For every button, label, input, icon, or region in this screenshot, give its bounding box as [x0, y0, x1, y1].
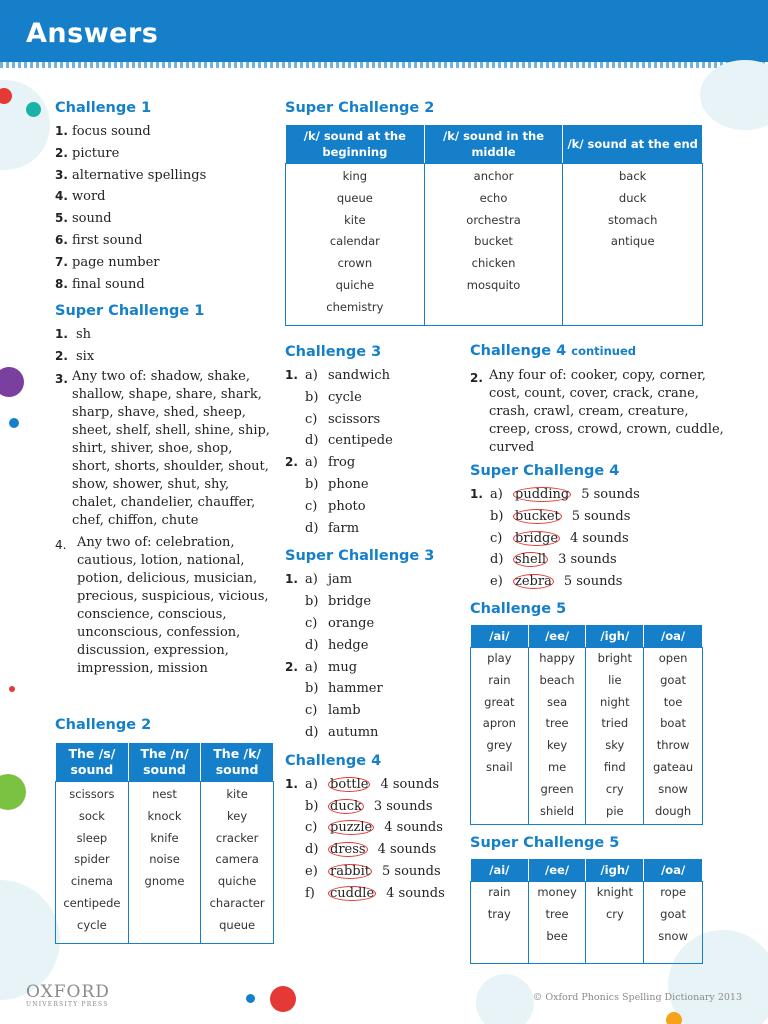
list-item: 1. a) bottle 4 sounds	[285, 776, 440, 792]
list-item: e) rabbit 5 sounds	[305, 863, 441, 879]
list-item: c) photo	[305, 498, 366, 514]
table-column: money tree bee	[528, 882, 586, 964]
list-item: 1. a) sandwich	[285, 368, 391, 383]
list-item: d) farm	[305, 520, 360, 536]
super5-title: Super Challenge 5	[470, 835, 620, 852]
list-item: e) zebra 5 sounds	[490, 574, 623, 590]
table-column: knight cry	[586, 882, 644, 964]
list-item: 5. sound	[55, 211, 112, 227]
circled-word: shell	[515, 552, 547, 568]
list-item: 4. Any two of: celebration, cautious, lotion, national, potion, delicious, musician, precious, suspicious, vicious, conscience, conscious, unconscious, confession, discussion, expression, impression, mission	[55, 534, 269, 676]
copyright-text: © Oxford Phonics Spelling Dictionary 2013	[532, 992, 742, 1003]
circled-word: bucket	[515, 508, 560, 524]
list-item: d) shell 3 sounds	[490, 552, 617, 568]
table-column: kite key cracker camera quiche character queue	[201, 782, 274, 944]
list-item: d) autumn	[305, 724, 379, 740]
list-item: 7. page number	[55, 254, 160, 270]
circled-word: pudding	[515, 487, 570, 502]
list-item: 1. sh	[55, 327, 92, 343]
table-column: back duck stomach antique	[563, 164, 703, 326]
decor-dot-footer-blue	[246, 994, 255, 1003]
circled-word: cuddle	[330, 885, 375, 901]
list-item: b) cycle	[305, 389, 362, 405]
challenge1-list	[55, 121, 270, 295]
circled-word: duck	[330, 798, 362, 814]
challenge3-list	[285, 365, 460, 539]
table-column: play rain great apron grey snail	[471, 647, 529, 824]
list-item: c) lamb	[305, 703, 361, 719]
list-item: 3. Any two of: shadow, shake, shallow, shape, share, shark, sharp, shave, shed, sheep, sheet, shelf, shell, shine, ship, shirt, shiver, shoe, shop, short, shorts, shoulder, shout, show, shower, shut, shy, chalet, chandelier, chauffer, chef, chiffon, chute	[55, 368, 270, 528]
circled-word: bottle	[330, 776, 369, 792]
challenge2-table	[55, 742, 274, 944]
challenge4-continued-list	[470, 367, 730, 457]
table-header: /k/ sound in the middle	[424, 125, 563, 164]
list-item: b) bucket 5 sounds	[490, 508, 631, 524]
list-item: 2. a) frog	[285, 455, 356, 471]
super3-title: Super Challenge 3	[285, 548, 435, 565]
table-header: /oa/	[644, 624, 703, 647]
table-column: anchor echo orchestra bucket chicken mosquito	[424, 164, 563, 326]
decor-dot-orange	[666, 1012, 682, 1024]
list-item: 4. word	[55, 189, 106, 205]
challenge3-title: Challenge 3	[285, 344, 382, 360]
table-header: /k/ sound at the end	[563, 125, 703, 164]
header-bar	[0, 0, 768, 62]
circled-word: bridge	[515, 530, 559, 546]
circled-word: zebra	[515, 574, 552, 590]
circled-word: dress	[330, 842, 366, 858]
super2-table	[285, 124, 703, 326]
decor-circle-right	[700, 60, 768, 130]
table-header: /igh/	[586, 624, 644, 647]
list-item: 2. a) mug	[285, 659, 358, 675]
table-header: /oa/	[644, 859, 703, 882]
list-item: d) hedge	[305, 637, 369, 653]
table-header: /ai/	[471, 859, 529, 882]
circled-word: rabbit	[330, 863, 370, 879]
super2-section	[285, 100, 703, 326]
table-column: nest knock knife noise gnome	[128, 782, 200, 944]
table-column: king queue kite calendar crown quiche chemistry	[286, 164, 425, 326]
page-title: Answers	[26, 18, 159, 49]
list-item: c) bridge 4 sounds	[490, 530, 629, 546]
list-item: d) centipede	[305, 433, 393, 449]
super4-title: Super Challenge 4	[470, 463, 620, 479]
list-item: 1. a) pudding 5 sounds	[470, 487, 640, 502]
super1-title: Super Challenge 1	[55, 303, 205, 320]
circled-word: puzzle	[330, 820, 373, 836]
list-item: 3. alternative spellings	[55, 167, 207, 183]
table-column: open goat toe boat throw gateau snow dough	[644, 647, 703, 824]
challenge2-section	[55, 717, 275, 944]
challenge2-title: Challenge 2	[55, 717, 152, 733]
list-item: 8. final sound	[55, 276, 145, 292]
decor-dot-small-red	[9, 686, 15, 692]
decor-dot-teal	[26, 102, 41, 117]
table-header: The /n/ sound	[128, 743, 200, 782]
table-header: /igh/	[586, 859, 644, 882]
oxford-logo: OXFORD UNIVERSITY PRESS	[26, 982, 110, 1008]
list-item: c) puzzle 4 sounds	[305, 820, 443, 836]
table-header: /k/ sound at the beginning	[286, 125, 425, 164]
list-item: 1. a) jam	[285, 572, 353, 588]
list-item: 2. six	[55, 349, 95, 365]
list-item: b) bridge	[305, 594, 372, 610]
list-item: b) phone	[305, 476, 369, 492]
list-item: 2. Any four of: cooker, copy, corner, cost, count, cover, crack, crane, crash, crawl, cream, creature, creep, cross, crowd, crown, cuddle, curved	[470, 368, 724, 455]
super5-table	[470, 858, 703, 964]
table-header: The /k/ sound	[201, 743, 274, 782]
decor-circle-footer	[476, 974, 534, 1024]
super2-title: Super Challenge 2	[285, 100, 435, 116]
list-item: f) cuddle 4 sounds	[305, 885, 445, 901]
decor-dot-green	[0, 774, 26, 810]
column-middle	[285, 344, 460, 905]
table-header: /ee/	[528, 624, 586, 647]
list-item: 2. picture	[55, 145, 120, 161]
challenge4-continued-title: Challenge 4 continued	[470, 343, 637, 359]
super4-list	[470, 484, 730, 593]
challenge4-list	[285, 774, 460, 905]
challenge4-title: Challenge 4	[285, 752, 382, 769]
column-left	[55, 100, 270, 682]
list-item: b) duck 3 sounds	[305, 798, 433, 814]
list-item: c) scissors	[305, 411, 381, 427]
list-item: b) hammer	[305, 681, 383, 697]
table-column: bright lie night tried sky find cry pie	[586, 647, 644, 824]
decor-dot-purple	[0, 367, 24, 397]
table-column: rope goat snow	[644, 882, 703, 964]
challenge1-title: Challenge 1	[55, 100, 152, 116]
table-column: happy beach sea tree key me green shield	[528, 647, 586, 824]
challenge5-table	[470, 624, 703, 825]
decor-dot-footer-red	[270, 986, 296, 1012]
list-item: d) dress 4 sounds	[305, 842, 437, 858]
table-header: /ee/	[528, 859, 586, 882]
list-item: 1. focus sound	[55, 124, 151, 139]
table-header: The /s/ sound	[56, 743, 129, 782]
list-item: c) orange	[305, 615, 375, 631]
table-column: scissors sock sleep spider cinema centipede cycle	[56, 782, 129, 944]
header-edge	[0, 62, 768, 68]
super1-list	[55, 324, 270, 368]
table-column: rain tray	[471, 882, 529, 964]
table-header: /ai/	[471, 624, 529, 647]
column-right	[470, 343, 730, 964]
challenge5-title: Challenge 5	[470, 600, 567, 617]
decor-dot-blue	[9, 418, 19, 428]
super1-long-list	[55, 368, 270, 678]
list-item: 6. first sound	[55, 232, 143, 248]
super3-list	[285, 569, 460, 743]
